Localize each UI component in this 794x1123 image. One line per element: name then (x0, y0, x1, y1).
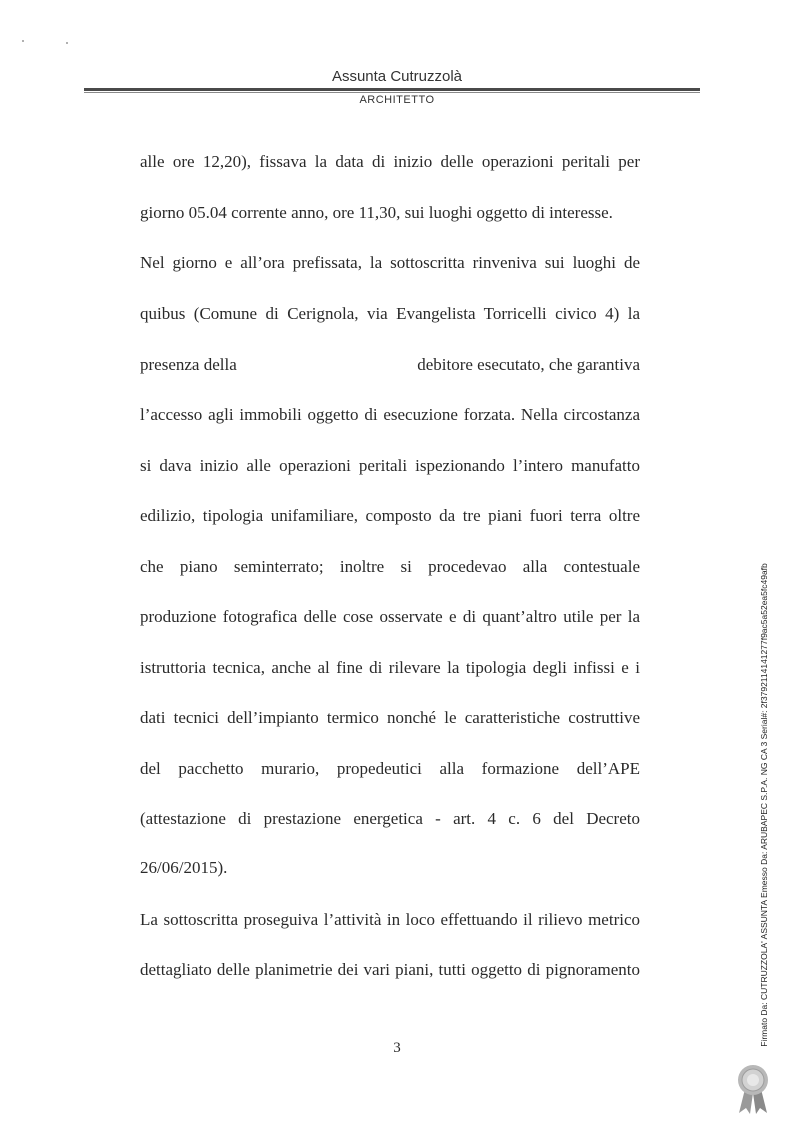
body-line-11: istruttoria tecnica, anche al fine di rilevare la tipologia degli infissi e i (140, 658, 640, 677)
speck (66, 42, 68, 44)
body-line-5-start: presenza della (140, 355, 237, 374)
body-line-12: dati tecnici dell’impianto termico nonché le caratteristiche costruttive (140, 708, 640, 727)
body-line-15: 26/06/2015). (140, 858, 228, 877)
body-line-3: Nel giorno e all’ora prefissata, la sottoscritta rinveniva sui luoghi de (140, 253, 640, 272)
body-line-7: si dava inizio alle operazioni peritali ispezionando l’intero manufatto (140, 456, 640, 475)
page-number: 3 (393, 1040, 401, 1056)
seal-ribbon-icon (733, 1063, 773, 1115)
body-line-4: quibus (Comune di Cerignola, via Evangelista Torricelli civico 4) la (140, 304, 640, 323)
body-line-2: giorno 05.04 corrente anno, ore 11,30, sui luoghi oggetto di interesse. (140, 203, 613, 222)
body-line-14: (attestazione di prestazione energetica - art. 4 c. 6 del Decreto (140, 809, 640, 828)
body-line-6: l’accesso agli immobili oggetto di esecuzione forzata. Nella circostanza (140, 405, 640, 424)
header-rule (84, 88, 700, 93)
speck (22, 40, 24, 42)
body-line-10: produzione fotografica delle cose osservate e di quant’altro utile per la (140, 607, 640, 626)
body-line-1: alle ore 12,20), fissava la data di inizio delle operazioni peritali per (140, 152, 640, 171)
body-line-13: del pacchetto murario, propedeutici alla formazione dell’APE (140, 759, 640, 778)
author-name: Assunta Cutruzzolà (331, 68, 463, 85)
body-line-5-end: debitore esecutato, che garantiva (417, 355, 640, 374)
body-line-17: dettagliato delle planimetrie dei vari piani, tutti oggetto di pignoramento (140, 960, 640, 979)
body-line-5 (140, 355, 640, 375)
body-line-16: La sottoscritta proseguiva l’attività in loco effettuando il rilievo metrico (140, 910, 640, 929)
author-title: ARCHITETTO (359, 94, 435, 106)
body-line-8: edilizio, tipologia unifamiliare, composto da tre piani fuori terra oltre (140, 506, 640, 525)
digital-signature-text: Firmato Da: CUTRUZZOLA' ASSUNTA Emesso Da: ARUBAPEC S.P.A. NG CA 3 Serial#: 2f3792114141277f9ac5a52ea5fc49afb (759, 563, 769, 1047)
body-line-9: che piano seminterrato; inoltre si procedevao alla contestuale (140, 557, 640, 576)
